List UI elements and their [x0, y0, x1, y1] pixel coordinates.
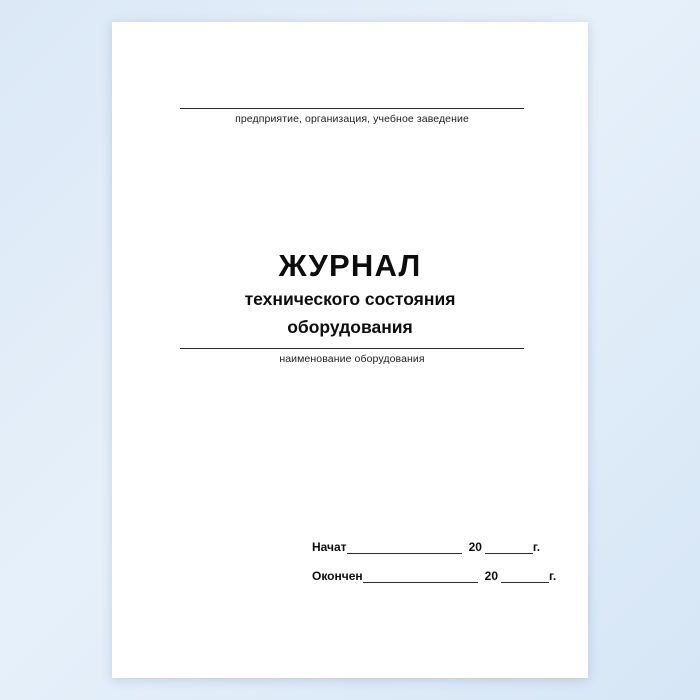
equipment-block	[180, 348, 524, 365]
finished-year-prefix: 20	[484, 569, 499, 583]
organization-caption: предприятие, организация, учебное заведение	[235, 113, 469, 125]
equipment-fill-line[interactable]	[180, 348, 524, 349]
finished-year-field[interactable]	[501, 571, 549, 583]
organization-block	[180, 108, 524, 125]
document-title: ЖУРНАЛ	[278, 248, 422, 283]
started-year-suffix: г.	[532, 540, 541, 554]
document-subtitle-line1: технического состояния	[244, 288, 456, 309]
finished-label: Окончен	[312, 569, 363, 583]
document-page	[112, 22, 588, 678]
organization-fill-line[interactable]	[180, 108, 524, 109]
started-year-field[interactable]	[485, 542, 533, 554]
document-subtitle-line2: оборудования	[287, 316, 413, 337]
footer-block	[312, 540, 562, 598]
title-block	[112, 250, 588, 339]
finished-date-field[interactable]	[363, 571, 478, 583]
started-date-field[interactable]	[347, 542, 462, 554]
started-row	[312, 540, 562, 554]
finished-row	[312, 569, 562, 583]
page-inner	[112, 22, 588, 678]
finished-year-suffix: г.	[549, 569, 557, 583]
started-year-prefix: 20	[468, 540, 482, 554]
started-label: Начат	[312, 540, 347, 554]
equipment-caption: наименование оборудования	[279, 353, 425, 365]
